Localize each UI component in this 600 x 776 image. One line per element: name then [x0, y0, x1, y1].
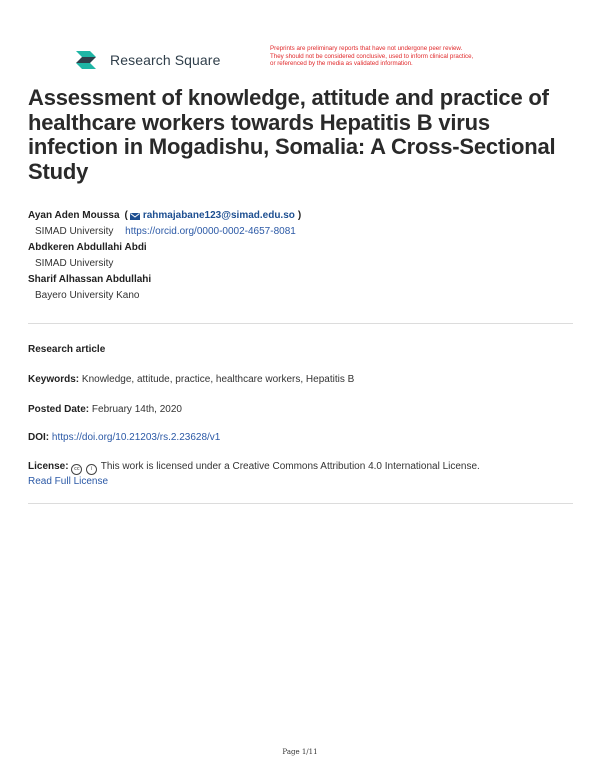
author-affiliation: SIMAD University	[35, 226, 114, 237]
license-label: License:	[28, 461, 69, 472]
license-row	[28, 460, 573, 489]
doi-row	[28, 431, 573, 445]
license-text: This work is licensed under a Creative Commons Attribution 4.0 International License.	[100, 461, 480, 472]
author-affiliation-row	[28, 225, 573, 239]
section-divider	[28, 503, 573, 504]
author-email-link[interactable]: rahmajabane123@simad.edu.so	[142, 210, 295, 221]
disclaimer-line: Preprints are preliminary reports that have not undergone peer review.	[270, 45, 463, 52]
disclaimer-line: They should not be considered conclusive, used to inform clinical practice,	[270, 52, 474, 60]
author-entry	[28, 271, 573, 289]
research-square-logo-icon	[74, 47, 104, 73]
research-square-logo[interactable]	[74, 47, 220, 73]
keywords-label: Keywords:	[28, 374, 80, 385]
preprint-disclaimer	[270, 45, 540, 68]
article-type	[28, 343, 573, 357]
paren-close: )	[297, 210, 302, 221]
envelope-icon	[130, 213, 140, 220]
author-entry	[28, 239, 573, 257]
disclaimer-line: or referenced by the media as validated information.	[270, 60, 413, 68]
keywords-row	[28, 373, 573, 387]
logo-text: Research Square	[110, 52, 221, 68]
author-name: Ayan Aden Moussa	[28, 210, 120, 221]
article-type-label: Research article	[28, 344, 106, 355]
paren-open: (	[124, 210, 128, 221]
page-number: Page 1/11	[282, 748, 318, 756]
doi-label: DOI:	[28, 432, 50, 443]
posted-date-value: February 14th, 2020	[91, 404, 182, 415]
read-full-license-link[interactable]: Read Full License	[28, 476, 109, 487]
cc-icon: cc	[71, 464, 82, 475]
author-name: Sharif Alhassan Abdullahi	[28, 274, 152, 285]
keywords-value: Knowledge, attitude, practice, healthcare workers, Hepatitis B	[81, 374, 355, 385]
section-divider	[28, 323, 573, 324]
author-list	[28, 207, 573, 303]
author-affiliation: SIMAD University	[35, 258, 114, 269]
paper-title: Assessment of knowledge, attitude and practice of healthcare workers towards Hepatitis B virus infection in Mogadishu, Somalia: A Cross-Sectional Study	[28, 85, 556, 184]
doi-link[interactable]: https://doi.org/10.21203/rs.2.23628/v1	[51, 432, 221, 443]
by-icon: i	[86, 464, 97, 475]
orcid-link[interactable]: https://orcid.org/0000-0002-4657-8081	[125, 226, 296, 237]
posted-date-label: Posted Date:	[28, 404, 90, 415]
author-name: Abdkeren Abdullahi Abdi	[28, 242, 147, 253]
posted-date-row	[28, 403, 573, 417]
author-entry	[28, 207, 573, 225]
author-affiliation: Bayero University Kano	[35, 290, 140, 301]
